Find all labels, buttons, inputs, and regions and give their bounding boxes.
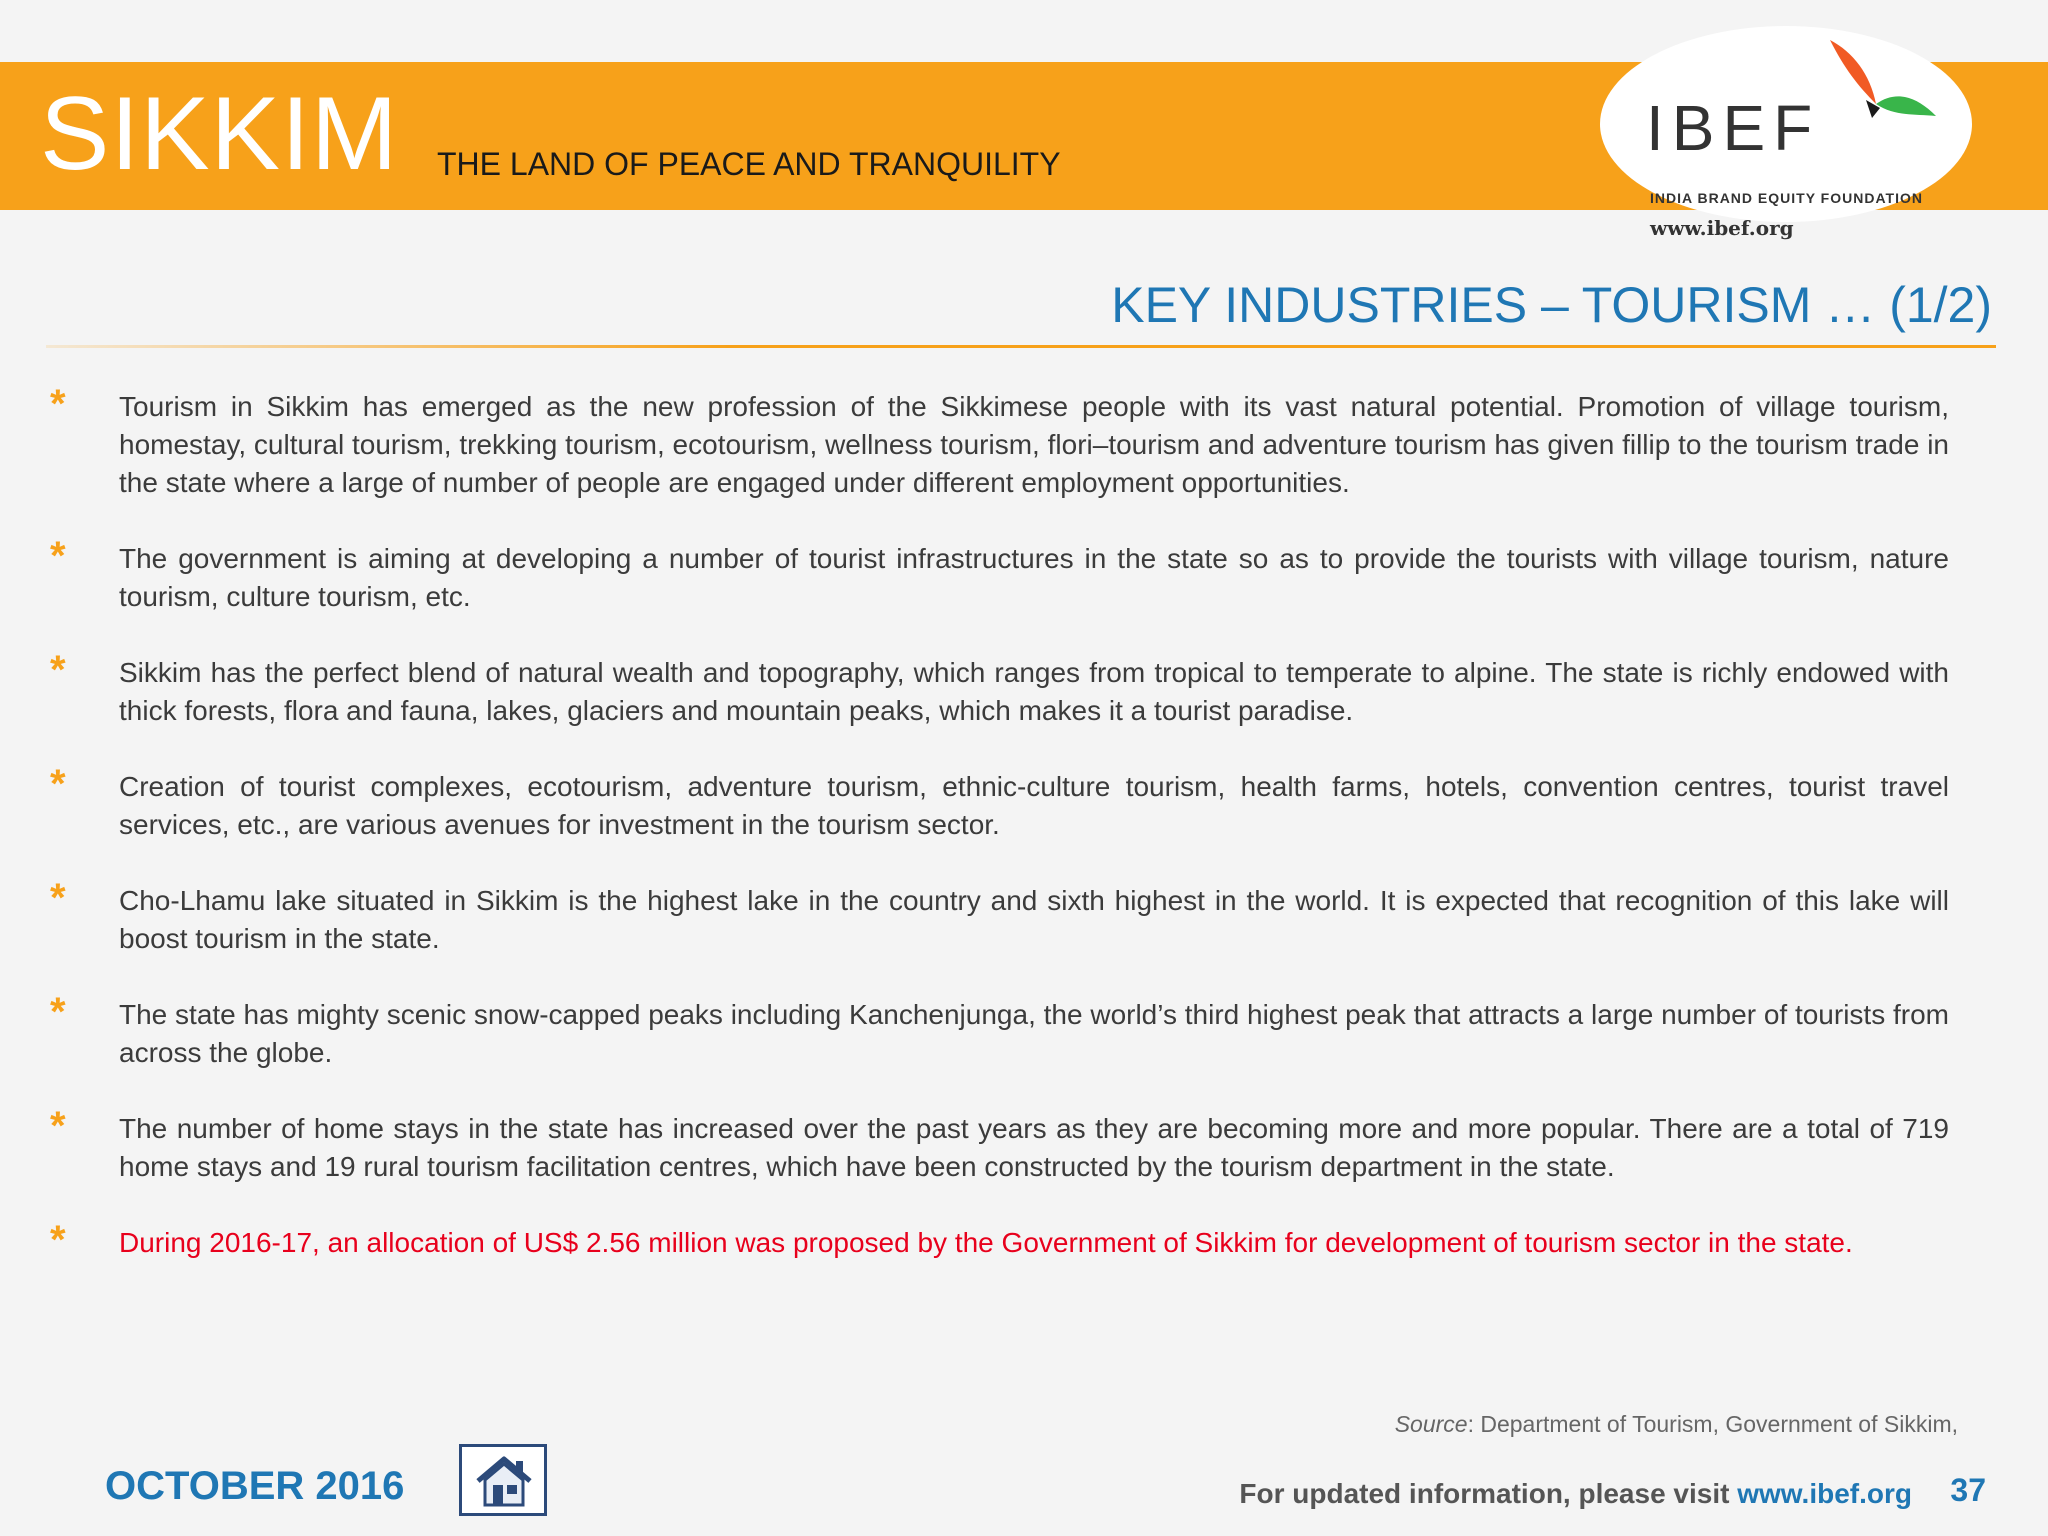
bullet-star-icon: *	[50, 990, 66, 1034]
bullet-star-icon: *	[50, 648, 66, 692]
ibef-bird-logo	[1808, 34, 1938, 154]
bullet-text: Tourism in Sikkim has emerged as the new profession of the Sikkimese people with its vast natural potential. Promotion of village tourism, homestay, cultural tourism, trekking tourism, ecotourism, wellness tourism, flori–tourism and adventure tourism has given fillip to the tourism trade in the state where a large of number of people are engaged under different employment opportunities.	[119, 391, 1949, 498]
list-item	[50, 876, 1950, 958]
bullet-star-icon: *	[50, 876, 66, 920]
visit-prefix: For updated information, please visit	[1239, 1478, 1738, 1509]
bullet-list	[50, 382, 1950, 1300]
state-tagline: THE LAND OF PEACE AND TRANQUILITY	[437, 146, 1061, 182]
list-item	[50, 762, 1950, 844]
list-item	[50, 534, 1950, 616]
bullet-text: Sikkim has the perfect blend of natural wealth and topography, which ranges from tropical to temperate to alpine. The state is richly endowed with thick forests, flora and fauna, lakes, glaciers and mountain peaks, which makes it a tourist paradise.	[119, 657, 1949, 726]
bullet-star-icon: *	[50, 382, 66, 426]
bullet-text: The state has mighty scenic snow-capped peaks including Kanchenjunga, the world’s third highest peak that attracts a large number of tourists from across the globe.	[119, 999, 1949, 1068]
list-item	[50, 1104, 1950, 1186]
state-name: SIKKIM	[40, 76, 399, 192]
source-text: : Department of Tourism, Government of Sikkim,	[1467, 1411, 1958, 1437]
source-label: Source	[1394, 1411, 1468, 1437]
title-divider	[46, 345, 1996, 348]
bullet-text-highlight: During 2016-17, an allocation of US$ 2.56 million was proposed by the Government of Sikkim for development of tourism sector in the state.	[119, 1227, 1853, 1258]
bullet-star-icon: *	[50, 1104, 66, 1148]
home-button[interactable]	[459, 1444, 547, 1516]
bullet-text: Cho-Lhamu lake situated in Sikkim is the highest lake in the country and sixth highest in the world. It is expected that recognition of this lake will boost tourism in the state.	[119, 885, 1949, 954]
list-item-highlight	[50, 1218, 1950, 1262]
list-item	[50, 990, 1950, 1072]
bullet-text: Creation of tourist complexes, ecotourism, adventure tourism, ethnic-culture tourism, health farms, hotels, convention centres, tourist travel services, etc., are various avenues for investment in the tourism sector.	[119, 771, 1949, 840]
bullet-star-icon: *	[50, 1218, 66, 1262]
ibef-logo[interactable]	[1600, 26, 1972, 240]
bullet-text: The number of home stays in the state has increased over the past years as they are becoming more and more popular. There are a total of 719 home stays and 19 rural tourism facilitation centres, which have been constructed by the tourism department in the state.	[119, 1113, 1949, 1182]
logo-wordmark: IBEF	[1646, 92, 1821, 164]
bullet-star-icon: *	[50, 534, 66, 578]
home-icon	[474, 1453, 534, 1509]
page-number: 37	[1950, 1472, 1986, 1508]
list-item	[50, 382, 1950, 502]
source-note	[1395, 1411, 1958, 1438]
visit-url-link[interactable]: www.ibef.org	[1737, 1478, 1912, 1509]
list-item	[50, 648, 1950, 730]
section-title: KEY INDUSTRIES – TOURISM … (1/2)	[1111, 277, 1992, 333]
bullet-star-icon: *	[50, 762, 66, 806]
footer-date: OCTOBER 2016	[105, 1464, 405, 1508]
logo-url: www.ibef.org	[1650, 216, 1794, 240]
bullet-text: The government is aiming at developing a number of tourist infrastructures in the state so as to provide the tourists with village tourism, nature tourism, culture tourism, etc.	[119, 543, 1949, 612]
logo-subtitle: INDIA BRAND EQUITY FOUNDATION	[1650, 190, 1923, 206]
footer-visit-text	[1239, 1480, 1912, 1508]
